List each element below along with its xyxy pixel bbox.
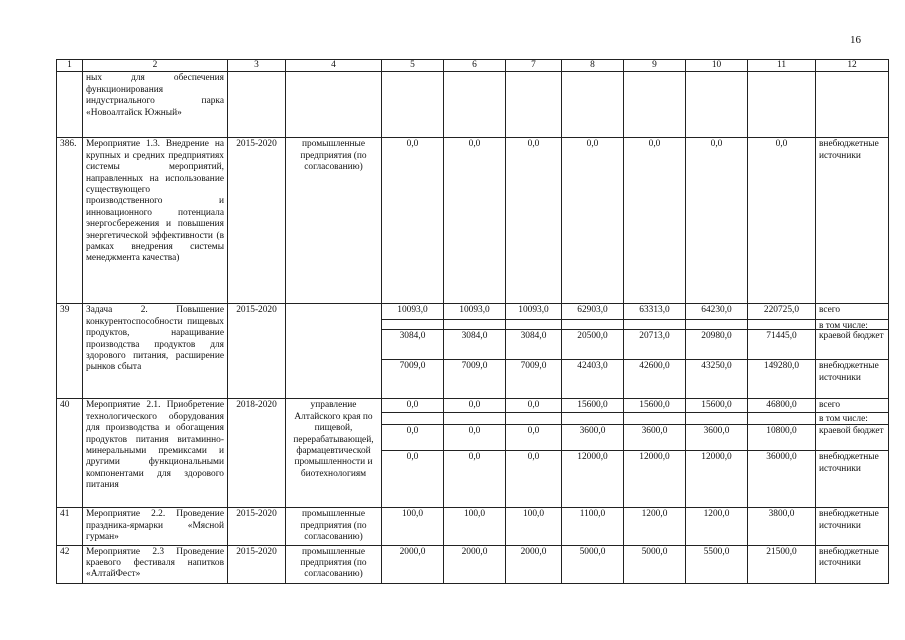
financing-value: 2000,0 xyxy=(461,546,488,557)
financing-value: 0,0 xyxy=(406,139,419,150)
row-number: 42 xyxy=(57,545,83,583)
column-number-header-row xyxy=(57,60,889,72)
activity-name: Мероприятие 2.3 Проведение краевого фестиваля напитков «АлтайФест» xyxy=(83,545,228,583)
financing-value: 7009,0 xyxy=(399,361,426,372)
financing-value-column-5 xyxy=(382,399,444,508)
empty-segment xyxy=(624,413,685,425)
empty-segment xyxy=(444,413,505,425)
financing-value-column-7 xyxy=(506,399,562,508)
financing-value-column-8 xyxy=(562,72,624,138)
financing-value: 21500,0 xyxy=(766,546,797,557)
financing-value: 15600,0 xyxy=(624,399,685,413)
financing-value-column-5 xyxy=(382,508,444,545)
activity-name: Мероприятие 2.1. Приобретение технологического оборудования для производства и обогащения продуктов питания витаминно-минеральными премиксами и другими функциональными компонентами для здорового питания xyxy=(83,399,228,508)
financing-value: 1100,0 xyxy=(579,509,606,520)
financing-value: 3600,0 xyxy=(686,425,747,451)
column-header-5: 5 xyxy=(382,60,444,72)
column-header-6: 6 xyxy=(444,60,506,72)
financing-value: 100,0 xyxy=(401,509,424,520)
table-row xyxy=(57,304,889,399)
financing-value: 0,0 xyxy=(506,399,561,413)
financing-value: 5000,0 xyxy=(641,546,668,557)
financing-value: 0,0 xyxy=(527,139,540,150)
implementation-period: 2015-2020 xyxy=(228,508,286,545)
column-header-3: 3 xyxy=(228,60,286,72)
financing-value: 5000,0 xyxy=(579,546,606,557)
column-header-7: 7 xyxy=(506,60,562,72)
funding-source xyxy=(816,399,889,508)
implementation-period: 2015-2020 xyxy=(228,138,286,304)
financing-value-column-8 xyxy=(562,399,624,508)
implementation-period xyxy=(228,72,286,138)
financing-value: 5500,0 xyxy=(703,546,730,557)
financing-value: 10093,0 xyxy=(506,304,561,320)
empty-segment xyxy=(506,413,561,425)
funding-source-label: всего xyxy=(816,304,888,320)
funding-source-label: внебюджетные источники xyxy=(819,546,879,569)
table-row xyxy=(57,72,889,138)
financing-value-column-10 xyxy=(686,72,748,138)
financing-value-column-9 xyxy=(624,508,686,545)
financing-value: 64230,0 xyxy=(686,304,747,320)
financing-value-column-11 xyxy=(748,304,816,399)
implementation-period: 2015-2020 xyxy=(228,304,286,399)
funding-source xyxy=(816,138,889,304)
financing-value: 20713,0 xyxy=(624,330,685,360)
empty-segment xyxy=(562,320,623,330)
financing-value-column-9 xyxy=(624,545,686,583)
column-header-8: 8 xyxy=(562,60,624,72)
financing-value: 10800,0 xyxy=(748,425,815,451)
funding-source-label: внебюджетные источники xyxy=(819,452,879,474)
row-number: 41 xyxy=(57,508,83,545)
financing-value-column-9 xyxy=(624,138,686,304)
empty-segment xyxy=(382,413,443,425)
financing-value-column-9 xyxy=(624,304,686,399)
empty-segment xyxy=(562,413,623,425)
funding-source-label: краевой бюджет xyxy=(816,330,888,360)
financing-value-column-11 xyxy=(748,138,816,304)
financing-value: 43250,0 xyxy=(701,361,732,372)
page-number: 16 xyxy=(850,34,861,46)
financing-value: 15600,0 xyxy=(562,399,623,413)
column-header-1: 1 xyxy=(57,60,83,72)
financing-value: 0,0 xyxy=(527,452,540,463)
financing-value-column-10 xyxy=(686,138,748,304)
financing-value: 0,0 xyxy=(586,139,599,150)
financing-value-column-7 xyxy=(506,545,562,583)
financing-value-column-6 xyxy=(444,72,506,138)
executor: промышленные предприятия (по согласованию) xyxy=(286,138,382,304)
empty-segment xyxy=(506,320,561,330)
funding-source-label: в том числе: xyxy=(816,320,888,330)
financing-value: 0,0 xyxy=(648,139,661,150)
financing-value: 0,0 xyxy=(382,399,443,413)
financing-value-column-5 xyxy=(382,304,444,399)
empty-segment xyxy=(624,320,685,330)
row-number: 39 xyxy=(57,304,83,399)
empty-segment xyxy=(686,413,747,425)
column-header-9: 9 xyxy=(624,60,686,72)
table-row xyxy=(57,545,889,583)
executor: промышленные предприятия (по согласованию) xyxy=(286,508,382,545)
funding-source-label: краевой бюджет xyxy=(816,425,888,451)
funding-source-label: внебюджетные источники xyxy=(819,361,879,383)
financing-value: 0,0 xyxy=(406,452,419,463)
financing-value: 0,0 xyxy=(710,139,723,150)
financing-value: 3084,0 xyxy=(444,330,505,360)
financing-value: 63313,0 xyxy=(624,304,685,320)
empty-segment xyxy=(748,413,815,425)
executor xyxy=(286,304,382,399)
executor: промышленные предприятия (по согласованию) xyxy=(286,545,382,583)
financing-value-column-7 xyxy=(506,304,562,399)
financing-value: 3084,0 xyxy=(506,330,561,360)
financing-value: 100,0 xyxy=(522,509,545,520)
financing-value: 0,0 xyxy=(468,452,481,463)
financing-value-column-9 xyxy=(624,399,686,508)
financing-value-column-11 xyxy=(748,72,816,138)
financing-value-column-10 xyxy=(686,545,748,583)
empty-segment xyxy=(444,320,505,330)
financing-value: 10093,0 xyxy=(444,304,505,320)
financing-value-column-11 xyxy=(748,399,816,508)
row-number: 386. xyxy=(57,138,83,304)
financing-value-column-8 xyxy=(562,508,624,545)
financing-value: 20980,0 xyxy=(686,330,747,360)
financing-value-column-5 xyxy=(382,138,444,304)
funding-source xyxy=(816,304,889,399)
table-row xyxy=(57,508,889,545)
financing-value-column-6 xyxy=(444,545,506,583)
financing-value-column-7 xyxy=(506,72,562,138)
funding-source xyxy=(816,72,889,138)
financing-value-column-8 xyxy=(562,138,624,304)
financing-value: 12000,0 xyxy=(577,452,608,463)
financing-value: 149280,0 xyxy=(763,361,800,372)
financing-value-column-7 xyxy=(506,138,562,304)
activity-name: Мероприятие 2.2. Проведение праздника-ярмарки «Мясной гурман» xyxy=(83,508,228,545)
financing-value: 62903,0 xyxy=(562,304,623,320)
activity-name: Мероприятие 1.3. Внедрение на крупных и средних предприятиях системы мероприятий, направленных на использование существующего производственного и инновационного потенциала энергосбережения и повышения энергетической эффективности (в рамках внедрения системы менеджмента качества) xyxy=(83,138,228,304)
empty-segment xyxy=(748,320,815,330)
financing-value-column-10 xyxy=(686,304,748,399)
financing-value: 2000,0 xyxy=(520,546,547,557)
financing-value: 0,0 xyxy=(382,425,443,451)
activity-name: ных для обеспечения функционирования индустриального парка «Новоалтайск Южный» xyxy=(83,72,228,138)
financing-value-column-10 xyxy=(686,399,748,508)
row-number xyxy=(57,72,83,138)
financing-value: 3800,0 xyxy=(768,509,795,520)
financing-value: 7009,0 xyxy=(520,361,547,372)
implementation-period: 2018-2020 xyxy=(228,399,286,508)
table-row xyxy=(57,138,889,304)
financing-value: 12000,0 xyxy=(701,452,732,463)
financing-value: 1200,0 xyxy=(641,509,668,520)
financing-value: 7009,0 xyxy=(461,361,488,372)
row-number: 40 xyxy=(57,399,83,508)
financing-value: 0,0 xyxy=(444,399,505,413)
funding-source-label: внебюджетные источники xyxy=(819,139,879,161)
funding-source-label: внебюджетные источники xyxy=(819,509,879,531)
column-header-2: 2 xyxy=(83,60,228,72)
financing-value-column-10 xyxy=(686,508,748,545)
financing-value: 3084,0 xyxy=(382,330,443,360)
financing-value-column-5 xyxy=(382,545,444,583)
financing-value: 220725,0 xyxy=(748,304,815,320)
financing-value: 12000,0 xyxy=(639,452,670,463)
executor xyxy=(286,72,382,138)
financing-value-column-8 xyxy=(562,304,624,399)
financing-value: 10093,0 xyxy=(382,304,443,320)
program-activities-table xyxy=(56,59,889,584)
table-row xyxy=(57,399,889,508)
financing-value: 36000,0 xyxy=(766,452,797,463)
financing-value: 1200,0 xyxy=(703,509,730,520)
financing-value-column-7 xyxy=(506,508,562,545)
financing-value: 20500,0 xyxy=(562,330,623,360)
financing-value: 0,0 xyxy=(468,139,481,150)
empty-segment xyxy=(686,320,747,330)
financing-value-column-6 xyxy=(444,508,506,545)
financing-value: 46800,0 xyxy=(748,399,815,413)
financing-value-column-6 xyxy=(444,304,506,399)
financing-value: 15600,0 xyxy=(686,399,747,413)
funding-source-label: всего xyxy=(816,399,888,413)
financing-value: 3600,0 xyxy=(624,425,685,451)
financing-value-column-5 xyxy=(382,72,444,138)
implementation-period: 2015-2020 xyxy=(228,545,286,583)
activity-name: Задача 2. Повышение конкурентоспособности пищевых продуктов, наращивание производства продуктов для здорового питания, расширение рынков сбыта xyxy=(83,304,228,399)
column-header-12: 12 xyxy=(816,60,889,72)
column-header-4: 4 xyxy=(286,60,382,72)
funding-source-label: в том числе: xyxy=(816,413,888,425)
column-header-11: 11 xyxy=(748,60,816,72)
financing-value-column-11 xyxy=(748,545,816,583)
financing-value: 42403,0 xyxy=(577,361,608,372)
financing-value: 100,0 xyxy=(463,509,486,520)
financing-value: 42600,0 xyxy=(639,361,670,372)
financing-value-column-6 xyxy=(444,399,506,508)
financing-value-column-8 xyxy=(562,545,624,583)
financing-value-column-6 xyxy=(444,138,506,304)
financing-value: 0,0 xyxy=(506,425,561,451)
financing-value: 3600,0 xyxy=(562,425,623,451)
empty-segment xyxy=(382,320,443,330)
funding-source xyxy=(816,545,889,583)
funding-source xyxy=(816,508,889,545)
financing-value-column-11 xyxy=(748,508,816,545)
financing-value-column-9 xyxy=(624,72,686,138)
financing-value: 0,0 xyxy=(775,139,788,150)
financing-value: 0,0 xyxy=(444,425,505,451)
executor: управление Алтайского края по пищевой, перерабатывающей, фармацевтической промышленности и биотехнологиям xyxy=(286,399,382,508)
column-header-10: 10 xyxy=(686,60,748,72)
financing-value: 2000,0 xyxy=(399,546,426,557)
financing-value: 71445,0 xyxy=(748,330,815,360)
